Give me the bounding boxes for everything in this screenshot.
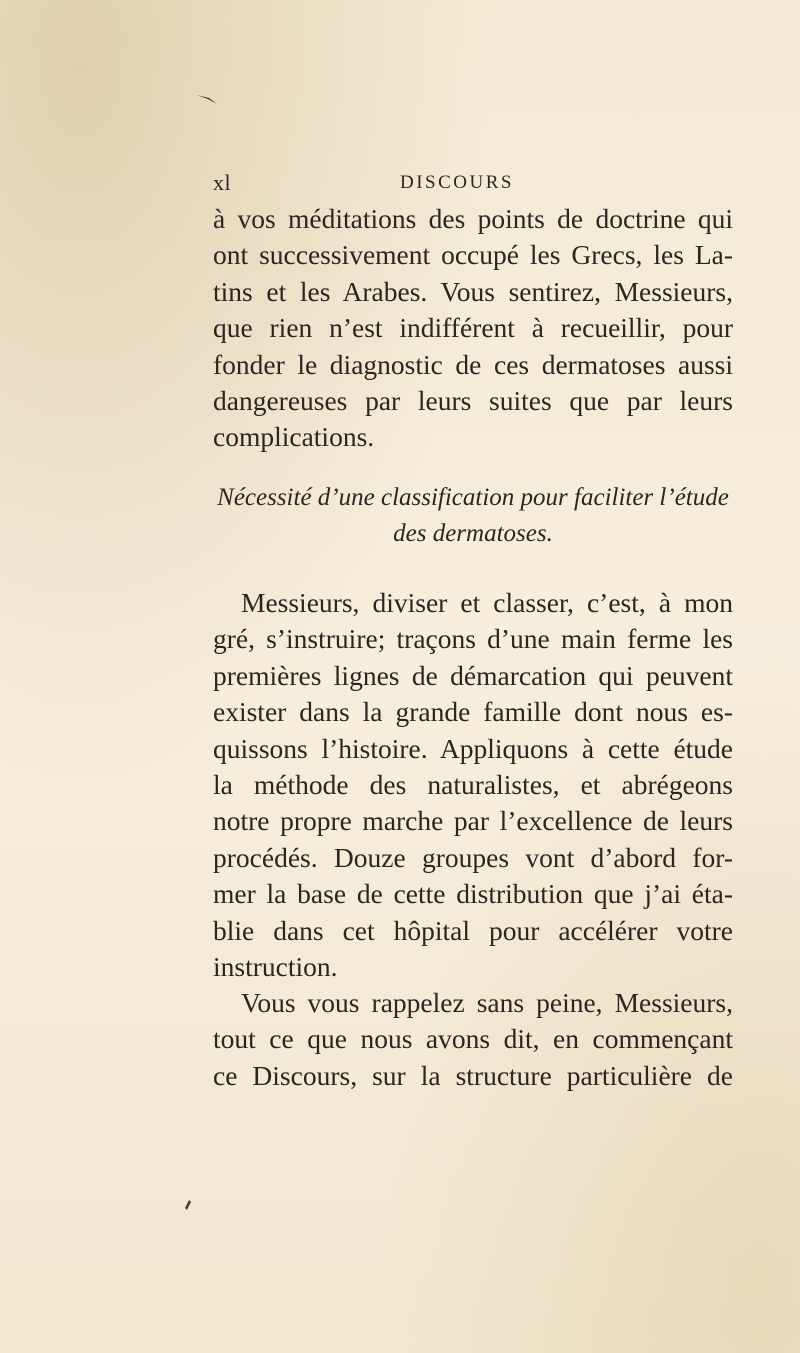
text-line: Vous vous rappelez sans peine, Messieurs, xyxy=(241,987,733,1018)
text-line: procédés. Douze groupes vont d’abord for- xyxy=(213,841,733,873)
text-line: que rien n’est indifférent à recueillir, pour xyxy=(213,312,733,344)
text-line: gré, s’instruire; traçons d’une main ferme les xyxy=(213,623,733,655)
text-line: premières lignes de démarcation qui peuvent xyxy=(213,659,733,691)
text-line: quissons l’histoire. Appliquons à cette étude xyxy=(213,732,733,764)
paragraph-2 xyxy=(213,585,733,985)
text-line: mer la base de cette distribution que j’ai éta- xyxy=(213,878,733,910)
text-line: notre propre marche par l’excellence de leurs xyxy=(213,805,733,837)
text-line: fonder le diagnostic de ces dermatoses aussi xyxy=(213,348,733,380)
text-line: ont successivement occupé les Grecs, les La- xyxy=(213,239,733,271)
ink-speck-icon xyxy=(185,1200,191,1210)
paragraph-1 xyxy=(213,201,733,456)
text-line: la méthode des naturalistes, et abrégeons xyxy=(213,769,733,801)
page-header xyxy=(213,170,733,200)
text-line: complications. xyxy=(213,421,375,453)
paragraph-3 xyxy=(213,985,733,1094)
text-line: dangereuses par leurs suites que par leurs xyxy=(213,385,733,417)
heading-line: des dermatoses. xyxy=(393,520,553,547)
text-line: à vos méditations des points de doctrine qui xyxy=(213,203,733,234)
text-line: Messieurs, diviser et classer, c’est, à mon xyxy=(241,587,733,618)
page-number: xl xyxy=(213,170,232,195)
text-line: exister dans la grande famille dont nous es- xyxy=(213,696,733,728)
running-title: DISCOURS xyxy=(400,172,514,193)
text-line: ce Discours, sur la structure particulière de xyxy=(213,1059,733,1091)
section-heading xyxy=(213,480,733,552)
text-line: tins et les Arabes. Vous sentirez, Messieurs, xyxy=(213,275,733,307)
heading-line: Nécessité d’une classification pour faciliter l’étude xyxy=(217,484,729,511)
text-line: blie dans cet hôpital pour accélérer votre xyxy=(213,914,733,946)
ink-mark-icon xyxy=(196,93,218,105)
text-line: instruction. xyxy=(213,951,338,983)
text-line: tout ce que nous avons dit, en commençant xyxy=(213,1023,733,1055)
